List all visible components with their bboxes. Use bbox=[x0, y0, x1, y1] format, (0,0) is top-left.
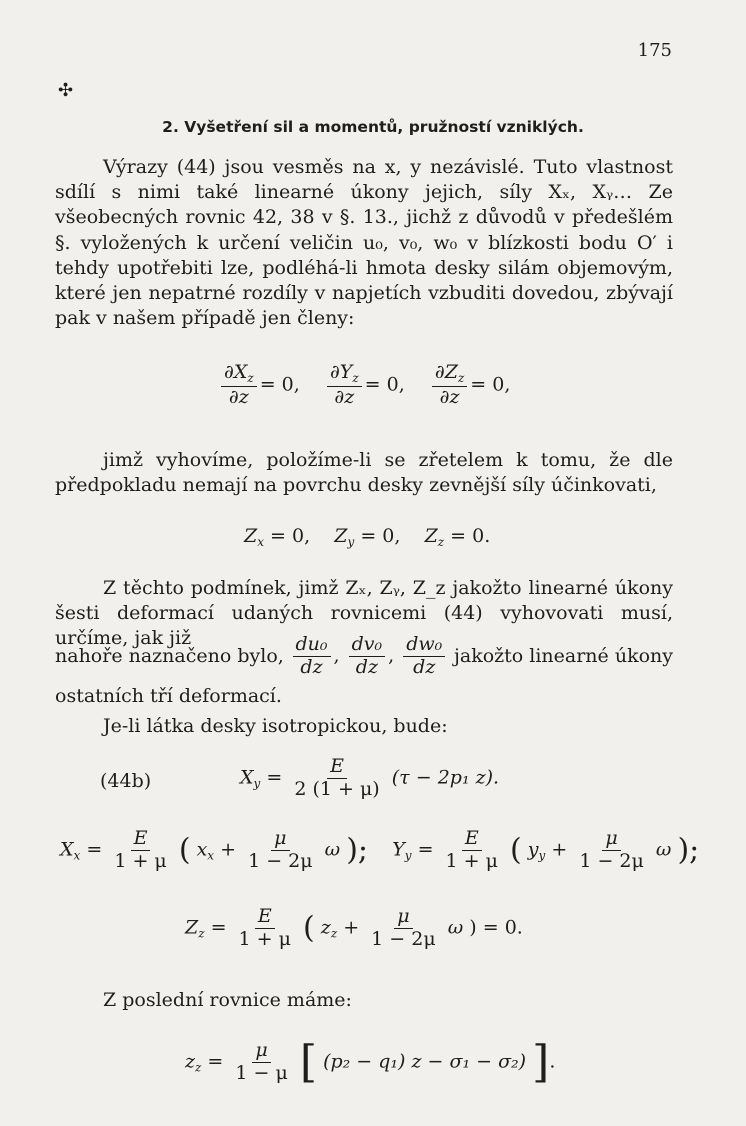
fraction-dxz: $\frac{\partial X_z}{\partial z}$ bbox=[221, 362, 257, 409]
paragraph-2: jimž vyhovíme, položíme-li se zřetelem k tomu, že dle předpokladu nemají na povrchu desky zevnější síly účinkovati, bbox=[55, 449, 673, 497]
paragraph-3b: nahoře naznačeno bylo, $\frac{\text{du₀}}{dz}$ , $\frac{\text{dv₀}}{dz}$ , $\frac{\text{dw₀}}{dz}$ jakožto linearné úkony bbox=[55, 633, 673, 678]
paragraph-4: Je-li látka desky isotropickou, bude: bbox=[103, 715, 448, 737]
equation-partials: $\frac{\partial X_z}{\partial z}$ = 0, $\frac{\partial Y_z}{\partial z}$ = 0, $\frac{\partial Z_z}{\partial z}$ = 0, bbox=[218, 362, 510, 409]
ornament-icon: ✣ bbox=[58, 80, 74, 101]
paragraph-3c: ostatních tří deformací. bbox=[55, 685, 282, 707]
fraction-dzz: $\frac{\partial Z_z}{\partial z}$ bbox=[432, 362, 467, 409]
paragraph-1: Výrazy (44) jsou vesměs na x, y nezávislé. Tuto vlastnost sdílí s nimi také linearné úkony jejich, síly Xₓ, Xᵧ… Ze všeobecných rovnic 42, 38 v §. 13., jichž z důvodů v předešlém §. vyložených k určení veličin u₀, v₀, w₀ v blízkosti bodu O′ i tehdy upotřebiti lze, podléhá-li hmota desky silám objemovým, které jen nepatrné rozdíly v napjetích vzbuditi dovedou, zbývají pak v našem případě jen členy: bbox=[55, 156, 673, 330]
equation-zz: $Z_z$ = $\frac{E}{1 + \mu}$ ( $z_z$ + $\frac{\mu}{1 - 2\mu}$ ω ) = 0. bbox=[185, 905, 523, 950]
paragraph-3a: Z těchto podmínek, jimž Zₓ, Zᵧ, Z_z jakožto linearné úkony šesti deformací udaných rovnicemi (44) vyhovovati musí, určíme, jak již bbox=[55, 577, 673, 650]
equation-final: $z_z$ = $\frac{\mu}{1 - \mu}$ [ (p₂ − q₁) z − σ₁ − σ₂) ]. bbox=[185, 1036, 556, 1088]
paragraph-5: Z poslední rovnice máme: bbox=[103, 989, 352, 1011]
equation-44b: $X_y$ = $\frac{E}{2 (1 + \mu)}$ (τ − 2p₁ z). bbox=[240, 755, 500, 800]
equation-boundary: $Z_x = 0$, $Z_y = 0$, $Z_z = 0$. bbox=[244, 525, 491, 549]
section-heading: 2. Vyšetření sil a momentů, pružností vzniklých. bbox=[162, 118, 584, 136]
equation-xx-yy: $X_x$ = $\frac{E}{1 + \mu}$ ( $x_x$ + $\frac{\mu}{1 - 2\mu}$ ω ); $Y_y$ = $\frac{E}{1 + \mu}$ ( $y_y$ + $\frac{\mu}{1 - 2\mu}$ ω ); bbox=[60, 827, 700, 872]
fraction-dyz: $\frac{\partial Y_z}{\partial z}$ bbox=[327, 362, 362, 409]
page-number: 175 bbox=[637, 40, 672, 61]
equation-label-44b: (44b) bbox=[100, 770, 152, 792]
